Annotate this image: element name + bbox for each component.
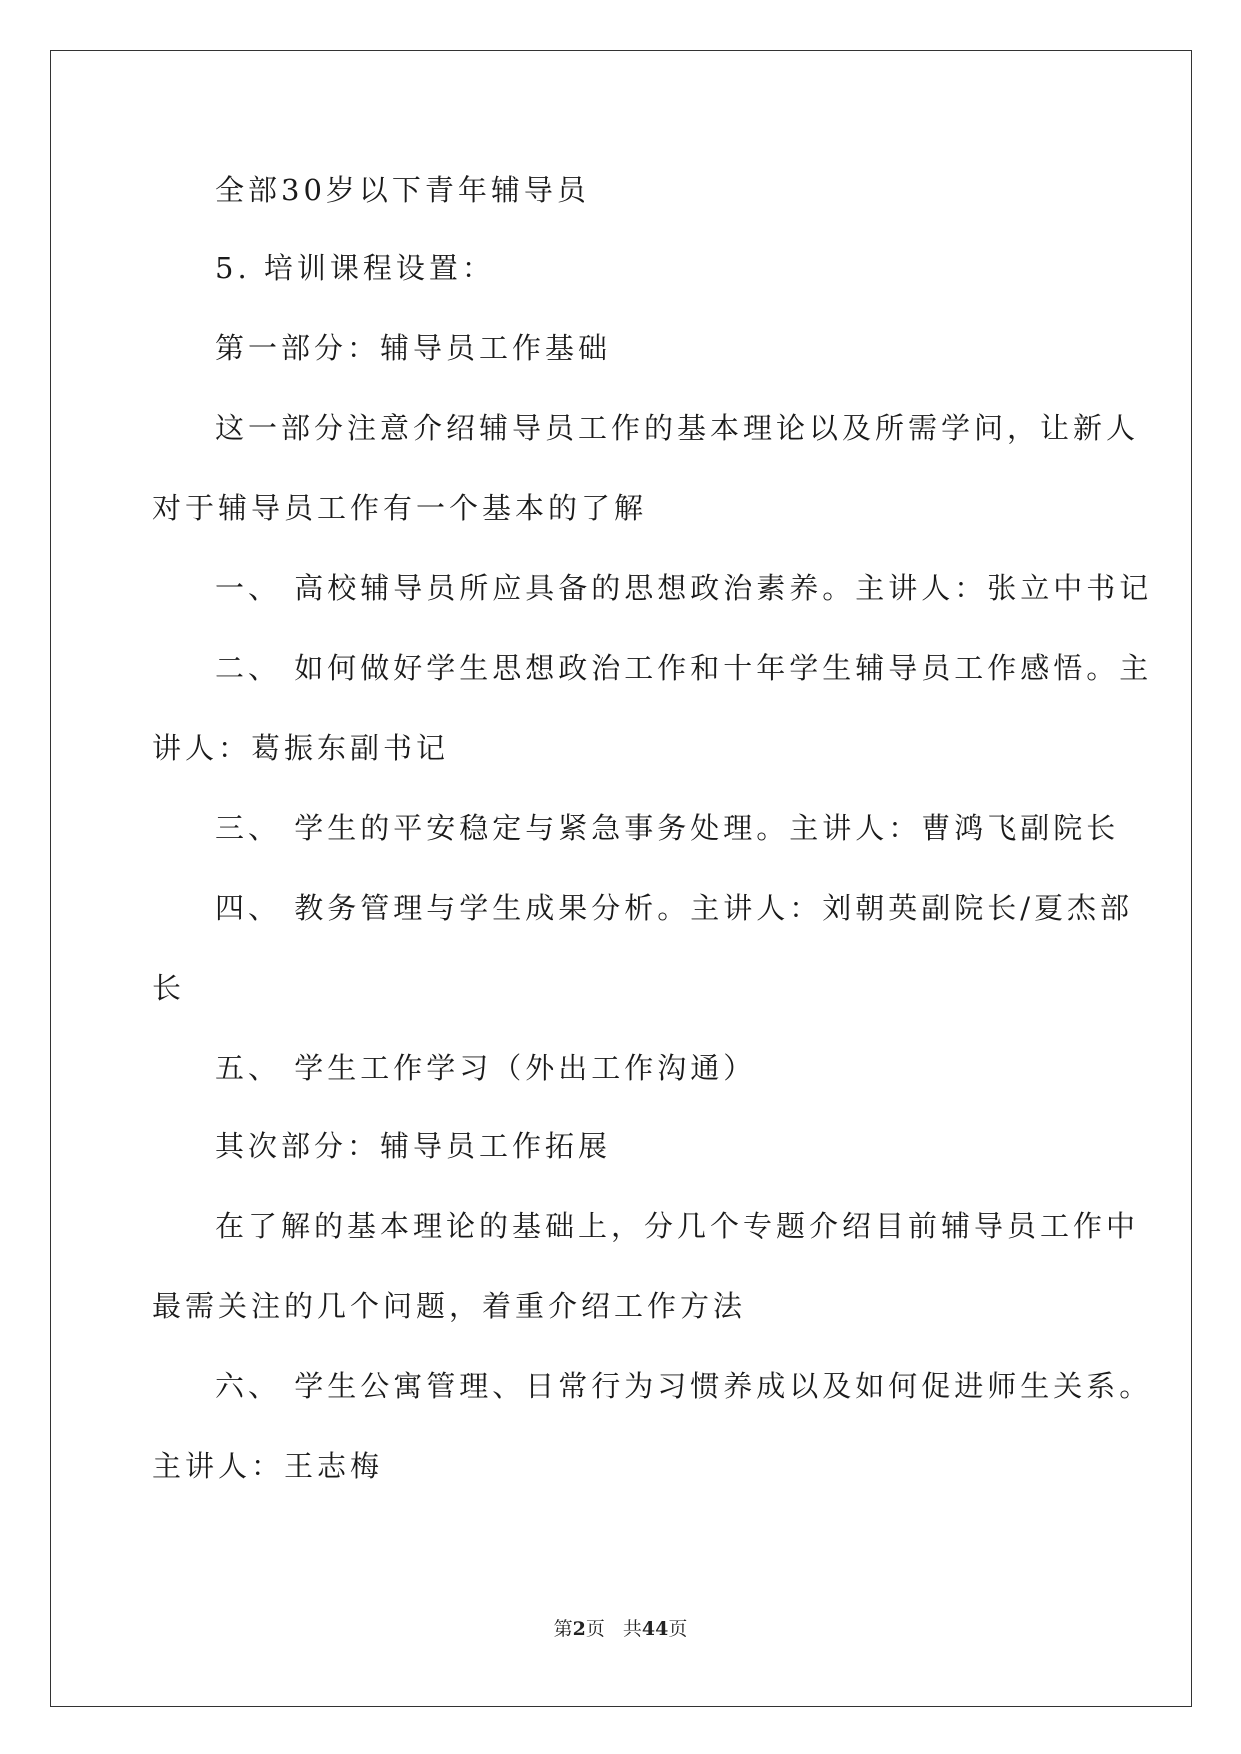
course-item: 二、 如何做好学生思想政治工作和十年学生辅导员工作感悟。主 <box>215 651 1153 685</box>
page-footer <box>0 1617 1241 1641</box>
footer-page-suffix: 页 <box>585 1618 605 1640</box>
body-line: 全部30岁以下青年辅导员 <box>215 173 590 207</box>
section-heading: 第一部分：辅导员工作基础 <box>215 331 612 365</box>
footer-total-pages: 44 <box>641 1618 669 1640</box>
course-item: 四、 教务管理与学生成果分析。主讲人：刘朝英副院长/夏杰部 <box>215 891 1133 925</box>
body-line: 最需关注的几个问题，着重介绍工作方法 <box>152 1289 747 1323</box>
body-line: 讲人：葛振东副书记 <box>152 731 450 765</box>
body-line: 5. 培训课程设置： <box>215 251 495 285</box>
footer-total-suffix: 页 <box>668 1618 688 1640</box>
footer-page-number: 2 <box>572 1618 586 1640</box>
body-line: 对于辅导员工作有一个基本的了解 <box>152 491 648 525</box>
body-line: 这一部分注意介绍辅导员工作的基本理论以及所需学问，让新人 <box>215 411 1140 445</box>
course-item: 一、 高校辅导员所应具备的思想政治素养。主讲人：张立中书记 <box>215 571 1153 605</box>
body-line: 在了解的基本理论的基础上，分几个专题介绍目前辅导员工作中 <box>215 1209 1140 1243</box>
body-line: 主讲人：王志梅 <box>152 1449 384 1483</box>
course-item: 三、 学生的平安稳定与紧急事务处理。主讲人：曹鸿飞副院长 <box>215 811 1120 845</box>
course-item: 六、 学生公寓管理、日常行为习惯养成以及如何促进师生关系。 <box>215 1369 1153 1403</box>
footer-total-prefix: 共 <box>622 1618 642 1640</box>
footer-prefix: 第 <box>553 1618 573 1640</box>
course-item: 五、 学生工作学习（外出工作沟通） <box>215 1051 757 1085</box>
section-heading: 其次部分：辅导员工作拓展 <box>215 1129 612 1163</box>
body-line: 长 <box>152 971 186 1005</box>
